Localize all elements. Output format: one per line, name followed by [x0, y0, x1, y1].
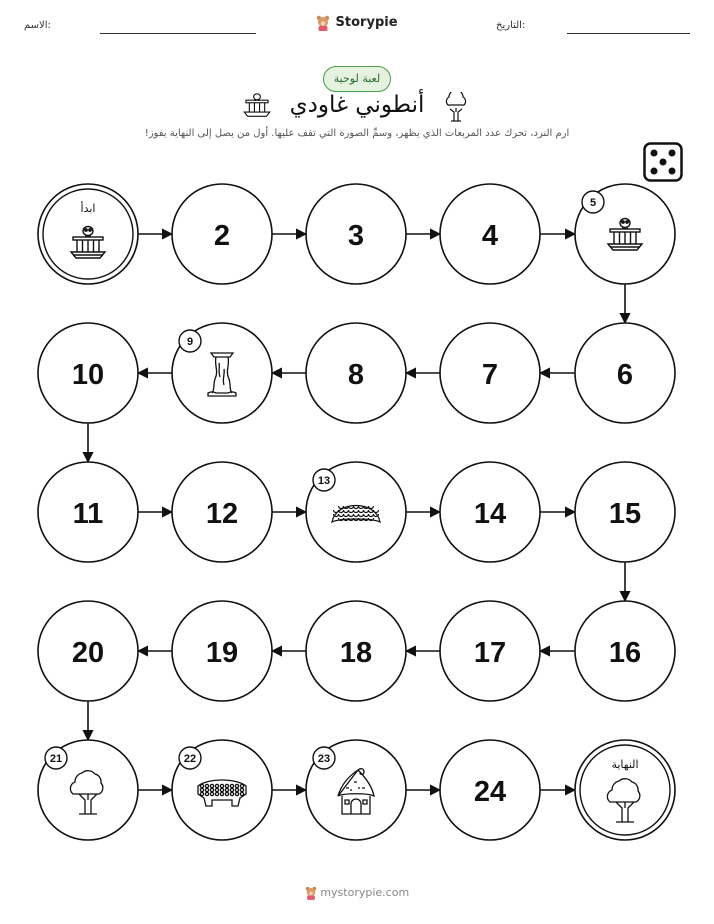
board-square-24[interactable]	[440, 740, 540, 840]
board-square-11[interactable]	[38, 462, 138, 562]
mosaic-dome-icon	[332, 506, 380, 523]
board-square-17[interactable]	[440, 601, 540, 701]
square-number: 10	[71, 359, 105, 391]
board-square-13[interactable]	[306, 462, 406, 562]
square-number: 2	[213, 220, 231, 252]
square-number: 8	[347, 359, 365, 391]
square-number: 12	[205, 498, 239, 530]
square-number: 22	[183, 753, 197, 765]
board-square-3[interactable]	[306, 184, 406, 284]
square-number: 5	[589, 197, 597, 209]
square-number: 9	[186, 336, 194, 348]
square-number: 20	[71, 637, 105, 669]
board-square-22[interactable]	[172, 740, 272, 840]
square-number: 21	[49, 753, 63, 765]
square-number: 24	[473, 776, 507, 808]
bear-logo-icon	[305, 886, 317, 900]
board-square-23[interactable]	[306, 740, 406, 840]
board-square-14[interactable]	[440, 462, 540, 562]
board-square-15[interactable]	[575, 462, 675, 562]
name-label: الاسم:	[24, 20, 51, 31]
square-number: 17	[473, 637, 507, 669]
board-square-2[interactable]	[172, 184, 272, 284]
board-square-4[interactable]	[440, 184, 540, 284]
square-number: 18	[339, 637, 373, 669]
date-label: التاريخ:	[496, 20, 526, 31]
square-number: 19	[205, 637, 239, 669]
footer-url[interactable]: mystorypie.com	[320, 886, 410, 899]
board-square-18[interactable]	[306, 601, 406, 701]
board-square-16[interactable]	[575, 601, 675, 701]
board-square-12[interactable]	[172, 462, 272, 562]
board-square-19[interactable]	[172, 601, 272, 701]
square-number: 14	[473, 498, 507, 530]
footer	[0, 886, 714, 900]
square-number: 13	[317, 475, 331, 487]
board-square-10[interactable]	[38, 323, 138, 423]
square-number: 16	[608, 637, 642, 669]
board-square-6[interactable]	[575, 323, 675, 423]
finish-label: النهاية	[611, 758, 639, 771]
square-number: 7	[481, 359, 499, 391]
game-type-badge: لعبة لوحية	[323, 66, 391, 92]
start-label: ابدأ	[80, 202, 96, 215]
finish-square[interactable]	[575, 740, 675, 840]
board-square-9[interactable]	[172, 323, 272, 423]
square-number: 23	[317, 753, 331, 765]
square-number: 4	[481, 220, 499, 252]
board-square-21[interactable]	[38, 740, 138, 840]
square-number: 11	[72, 498, 104, 530]
page-title: أنطوني غاودي	[289, 92, 425, 118]
instructions: ارم النرد، تحرك عدد المربعات الذي يظهر، وسمِّ الصورة التي تقف عليها. أول من يصل إلى النهاية يفوز!	[144, 128, 570, 139]
square-number: 6	[616, 359, 634, 391]
square-number: 3	[347, 220, 365, 252]
board-square-5[interactable]	[575, 184, 675, 284]
board-square-20[interactable]	[38, 601, 138, 701]
board-square-7[interactable]	[440, 323, 540, 423]
square-number: 15	[608, 498, 642, 530]
start-square[interactable]	[38, 184, 138, 284]
board-square-8[interactable]	[306, 323, 406, 423]
brand-name: Storypie	[335, 15, 398, 30]
